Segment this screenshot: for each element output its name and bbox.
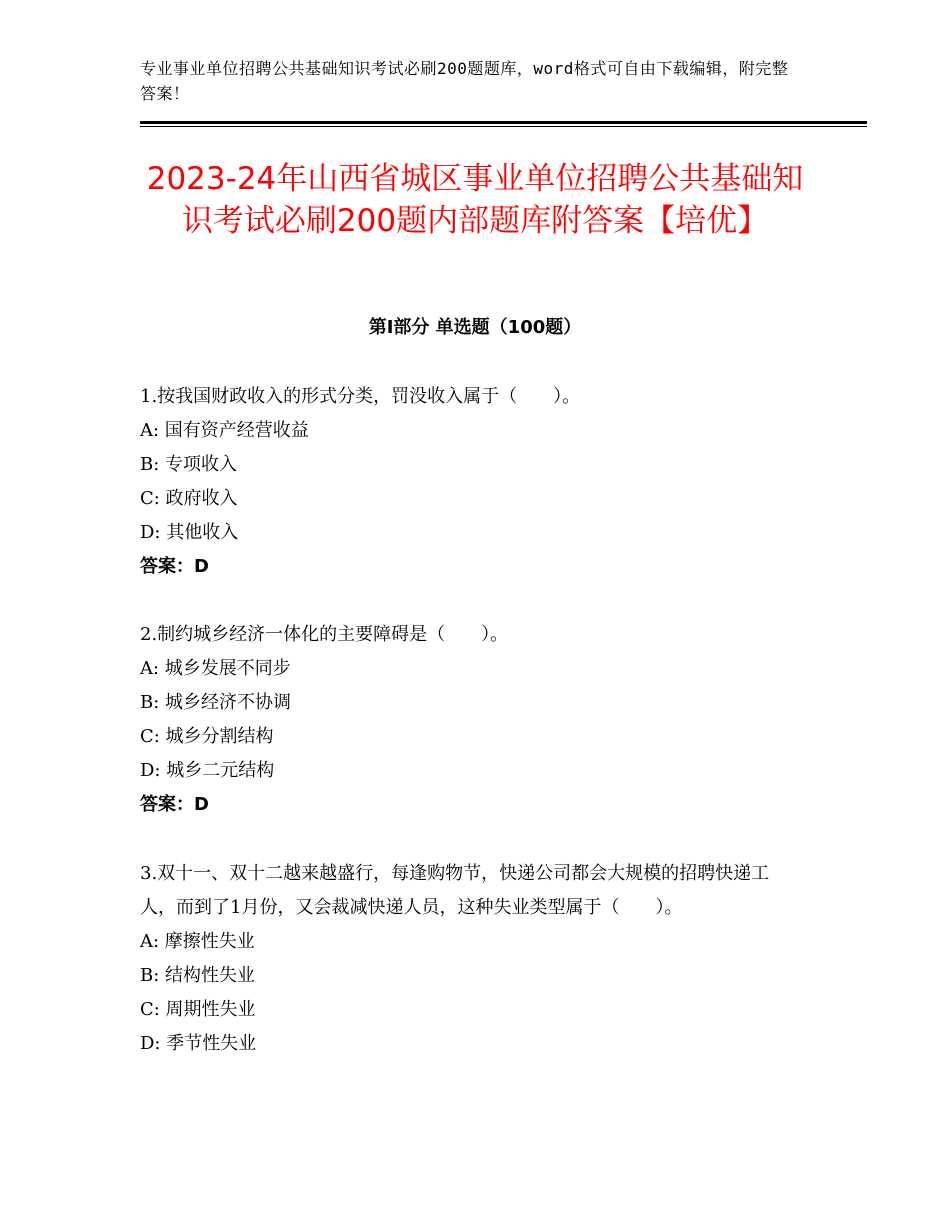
question-stem: 2.制约城乡经济一体化的主要障碍是（ ）。 xyxy=(140,624,509,645)
question-stem: 3.双十一、双十二越来越盛行，每逢购物节，快递公司都会大规模的招聘快递工人，而到了1月份，又会裁减快递人员，这种失业类型属于（ ）。 xyxy=(140,863,770,918)
option-a: A: 城乡发展不同步 xyxy=(140,658,291,679)
option-c: C: 政府收入 xyxy=(140,488,238,509)
option-b: B: 结构性失业 xyxy=(140,965,256,986)
option-d: D: 城乡二元结构 xyxy=(140,760,275,781)
question-stem: 1.按我国财政收入的形式分类，罚没收入属于（ ）。 xyxy=(140,386,581,407)
section-heading: 第Ⅰ部分 单选题（100题） xyxy=(368,317,582,338)
document-title: 2023-24年山西省城区事业单位招聘公共基础知识考试必刷200题内部题库附答案【培优】 xyxy=(146,161,804,239)
option-b: B: 专项收入 xyxy=(140,454,238,475)
option-c: C: 城乡分割结构 xyxy=(140,726,274,747)
answer: 答案：D xyxy=(140,556,209,577)
question-1 xyxy=(140,380,800,584)
answer: 答案：D xyxy=(140,794,209,815)
option-b: B: 城乡经济不协调 xyxy=(140,692,292,713)
option-d: D: 季节性失业 xyxy=(140,1033,257,1054)
option-d: D: 其他收入 xyxy=(140,522,239,543)
header-note: 专业事业单位招聘公共基础知识考试必刷200题题库，word格式可自由下载编辑，附完整答案！ xyxy=(140,59,789,103)
question-3 xyxy=(140,857,800,1061)
question-2 xyxy=(140,618,800,822)
header-rule-thick xyxy=(140,121,867,124)
option-c: C: 周期性失业 xyxy=(140,999,256,1020)
option-a: A: 摩擦性失业 xyxy=(140,931,255,952)
header-rule-thin xyxy=(140,126,867,127)
option-a: A: 国有资产经营收益 xyxy=(140,420,309,441)
